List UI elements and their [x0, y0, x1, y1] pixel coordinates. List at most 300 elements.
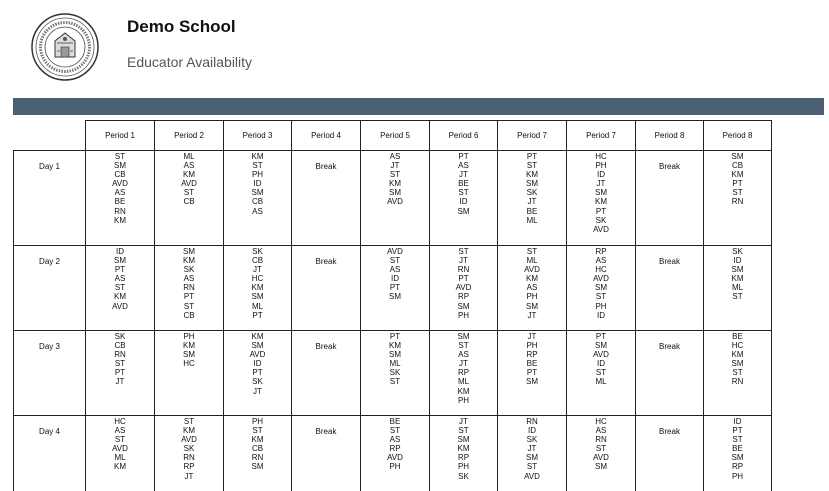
educator-code: KM	[224, 332, 291, 341]
educator-code: AVD	[498, 265, 566, 274]
school-seal-logo	[31, 13, 99, 81]
educator-code: PT	[430, 152, 497, 161]
availability-cell	[704, 151, 772, 246]
educator-code: AS	[361, 152, 429, 161]
educator-code: JT	[361, 161, 429, 170]
availability-cell	[224, 151, 292, 246]
educator-code: AS	[498, 283, 566, 292]
educator-code: ML	[361, 359, 429, 368]
availability-cell	[224, 416, 292, 491]
educator-code: BE	[704, 332, 771, 341]
educator-code: JT	[567, 179, 635, 188]
educator-code: KM	[155, 341, 223, 350]
educator-code: PT	[224, 311, 291, 320]
educator-code: ST	[567, 292, 635, 301]
educator-code: AVD	[567, 453, 635, 462]
educator-code: ID	[704, 417, 771, 426]
educator-code: KM	[361, 341, 429, 350]
educator-code: PT	[567, 332, 635, 341]
break-cell	[292, 246, 361, 331]
availability-cell	[155, 416, 224, 491]
educator-list	[430, 331, 497, 405]
educator-code: JT	[155, 472, 223, 481]
educator-list	[567, 246, 635, 320]
educator-code: RN	[86, 207, 154, 216]
educator-code: PH	[430, 311, 497, 320]
educator-code: PH	[498, 341, 566, 350]
educator-code: AS	[155, 161, 223, 170]
educator-code: SK	[498, 188, 566, 197]
educator-list	[86, 331, 154, 387]
educator-list	[361, 246, 429, 302]
educator-code: KM	[430, 444, 497, 453]
educator-list	[86, 246, 154, 311]
educator-code: HC	[86, 417, 154, 426]
educator-code: ST	[430, 341, 497, 350]
availability-cell	[498, 416, 567, 491]
educator-code: AS	[86, 426, 154, 435]
educator-list	[704, 331, 771, 387]
period-header: Period 7	[567, 121, 636, 151]
educator-code: KM	[498, 274, 566, 283]
educator-code: RP	[704, 462, 771, 471]
educator-code: PH	[224, 170, 291, 179]
educator-code: ID	[567, 359, 635, 368]
period-header: Period 8	[636, 121, 704, 151]
educator-code: RN	[155, 453, 223, 462]
educator-code: ML	[155, 152, 223, 161]
availability-cell	[361, 246, 430, 331]
educator-code: KM	[430, 387, 497, 396]
break-cell	[636, 151, 704, 246]
educator-code: SK	[430, 472, 497, 481]
day-row	[14, 246, 772, 331]
period-header: Period 1	[86, 121, 155, 151]
educator-code: RP	[361, 444, 429, 453]
educator-code: AS	[430, 350, 497, 359]
day-label: Day 1	[14, 151, 86, 246]
educator-code: SM	[567, 283, 635, 292]
educator-code: SM	[567, 341, 635, 350]
educator-code: SM	[430, 332, 497, 341]
educator-code: RP	[430, 292, 497, 301]
availability-cell	[567, 416, 636, 491]
educator-code: HC	[155, 359, 223, 368]
educator-code: HC	[567, 417, 635, 426]
header-divider-bar	[13, 98, 824, 115]
educator-code: ML	[430, 377, 497, 386]
educator-code: AVD	[86, 444, 154, 453]
educator-code: AS	[567, 256, 635, 265]
educator-code: ML	[498, 216, 566, 225]
availability-cell	[155, 151, 224, 246]
educator-code: SM	[86, 256, 154, 265]
educator-code: RN	[704, 197, 771, 206]
educator-code: KM	[224, 435, 291, 444]
educator-code: ST	[155, 417, 223, 426]
educator-code: PT	[704, 179, 771, 188]
educator-code: ID	[704, 256, 771, 265]
availability-cell	[86, 416, 155, 491]
educator-code: BE	[86, 197, 154, 206]
educator-code: KM	[498, 170, 566, 179]
day-row	[14, 331, 772, 416]
educator-list	[567, 416, 635, 472]
educator-code: ST	[361, 377, 429, 386]
educator-code: SK	[567, 216, 635, 225]
educator-code: PT	[567, 207, 635, 216]
educator-code: JT	[224, 265, 291, 274]
educator-list	[361, 151, 429, 207]
educator-code: AVD	[567, 350, 635, 359]
day-label: Day 2	[14, 246, 86, 331]
educator-code: SM	[361, 292, 429, 301]
educator-code: SK	[498, 435, 566, 444]
educator-code: ST	[498, 247, 566, 256]
educator-code: SM	[155, 350, 223, 359]
educator-code: CB	[224, 444, 291, 453]
educator-code: CB	[224, 256, 291, 265]
educator-code: PT	[430, 274, 497, 283]
educator-list	[498, 416, 566, 481]
period-header: Period 3	[224, 121, 292, 151]
availability-cell	[704, 416, 772, 491]
educator-code: SM	[86, 161, 154, 170]
educator-code: ML	[567, 377, 635, 386]
educator-code: HC	[567, 152, 635, 161]
educator-code: ST	[430, 426, 497, 435]
educator-code: AVD	[567, 274, 635, 283]
educator-list	[704, 416, 771, 481]
break-cell	[636, 246, 704, 331]
educator-code: PH	[567, 161, 635, 170]
educator-code: KM	[155, 256, 223, 265]
educator-code: BE	[498, 359, 566, 368]
break-cell	[636, 331, 704, 416]
day-label: Day 4	[14, 416, 86, 491]
educator-code: AVD	[361, 247, 429, 256]
educator-code: ST	[567, 444, 635, 453]
educator-code: BE	[704, 444, 771, 453]
educator-code: SM	[430, 302, 497, 311]
educator-code: ST	[224, 426, 291, 435]
educator-code: AS	[361, 265, 429, 274]
break-label: Break	[292, 416, 360, 436]
educator-code: JT	[498, 311, 566, 320]
educator-code: BE	[361, 417, 429, 426]
educator-list	[86, 151, 154, 225]
educator-list	[498, 331, 566, 387]
educator-code: HC	[224, 274, 291, 283]
educator-code: CB	[155, 311, 223, 320]
educator-list	[155, 331, 223, 368]
educator-code: SM	[224, 188, 291, 197]
educator-code: PT	[86, 265, 154, 274]
educator-code: JT	[430, 359, 497, 368]
availability-cell	[498, 151, 567, 246]
educator-code: ID	[567, 311, 635, 320]
educator-code: AVD	[567, 225, 635, 234]
educator-code: SM	[224, 292, 291, 301]
educator-code: PH	[361, 462, 429, 471]
availability-cell	[430, 151, 498, 246]
day-row	[14, 416, 772, 491]
educator-code: SK	[704, 247, 771, 256]
educator-code: ST	[86, 359, 154, 368]
educator-code: ST	[155, 302, 223, 311]
educator-code: SM	[224, 341, 291, 350]
educator-code: ST	[704, 368, 771, 377]
period-header: Period 8	[704, 121, 772, 151]
educator-code: PH	[567, 302, 635, 311]
educator-code: JT	[498, 332, 566, 341]
educator-list	[224, 246, 291, 320]
availability-cell	[567, 151, 636, 246]
page-subtitle: Educator Availability	[127, 54, 252, 70]
break-cell	[292, 331, 361, 416]
educator-code: KM	[155, 426, 223, 435]
educator-code: SM	[498, 179, 566, 188]
educator-code: RP	[430, 368, 497, 377]
educator-code: RP	[567, 247, 635, 256]
educator-list	[86, 416, 154, 472]
educator-code: CB	[704, 161, 771, 170]
school-name: Demo School	[127, 17, 236, 37]
educator-code: AVD	[498, 472, 566, 481]
educator-code: KM	[704, 350, 771, 359]
educator-code: RN	[498, 417, 566, 426]
educator-list	[155, 246, 223, 320]
educator-code: RN	[430, 265, 497, 274]
availability-cell	[567, 246, 636, 331]
educator-code: PT	[361, 332, 429, 341]
period-header: Period 5	[361, 121, 430, 151]
educator-code: AVD	[224, 350, 291, 359]
educator-code: PT	[498, 152, 566, 161]
educator-code: KM	[224, 283, 291, 292]
educator-code: RN	[567, 435, 635, 444]
availability-cell	[86, 151, 155, 246]
educator-code: KM	[155, 170, 223, 179]
availability-cell	[224, 331, 292, 416]
educator-code: KM	[361, 179, 429, 188]
educator-list	[430, 246, 497, 320]
educator-list	[224, 331, 291, 396]
educator-code: JT	[498, 444, 566, 453]
educator-code: SM	[155, 247, 223, 256]
educator-code: ID	[86, 247, 154, 256]
educator-code: CB	[86, 341, 154, 350]
educator-code: AVD	[86, 179, 154, 188]
educator-code: ST	[361, 170, 429, 179]
educator-code: SM	[361, 188, 429, 197]
educator-code: ML	[498, 256, 566, 265]
educator-code: JT	[430, 170, 497, 179]
educator-code: SK	[361, 368, 429, 377]
educator-code: ID	[430, 197, 497, 206]
period-header: Period 2	[155, 121, 224, 151]
day-label: Day 3	[14, 331, 86, 416]
educator-code: AS	[430, 161, 497, 170]
break-label: Break	[292, 151, 360, 171]
educator-code: ST	[86, 435, 154, 444]
educator-list	[155, 416, 223, 481]
educator-code: KM	[86, 462, 154, 471]
availability-cell	[155, 246, 224, 331]
availability-cell	[567, 331, 636, 416]
educator-code: ST	[704, 435, 771, 444]
educator-code: ST	[430, 247, 497, 256]
educator-code: BE	[498, 207, 566, 216]
educator-code: RN	[86, 350, 154, 359]
educator-code: ID	[498, 426, 566, 435]
educator-list	[498, 246, 566, 320]
educator-code: PT	[155, 292, 223, 301]
educator-code: PH	[224, 417, 291, 426]
break-cell	[636, 416, 704, 491]
period-header-row	[14, 121, 772, 151]
educator-code: RN	[704, 377, 771, 386]
period-header: Period 4	[292, 121, 361, 151]
educator-code: CB	[224, 197, 291, 206]
educator-code: ID	[567, 170, 635, 179]
educator-code: JT	[498, 197, 566, 206]
availability-cell	[224, 246, 292, 331]
educator-code: HC	[704, 341, 771, 350]
break-cell	[292, 151, 361, 246]
educator-code: AS	[567, 426, 635, 435]
educator-code: AVD	[155, 179, 223, 188]
availability-cell	[704, 246, 772, 331]
educator-list	[567, 151, 635, 234]
availability-cell	[155, 331, 224, 416]
educator-code: RP	[155, 462, 223, 471]
educator-code: ST	[86, 152, 154, 161]
educator-code: KM	[704, 170, 771, 179]
educator-code: SM	[430, 435, 497, 444]
educator-list	[704, 151, 771, 207]
educator-code: PH	[704, 472, 771, 481]
page-header	[0, 0, 829, 98]
educator-code: ST	[704, 292, 771, 301]
corner-cell	[14, 121, 86, 151]
break-label: Break	[636, 151, 703, 171]
educator-code: AVD	[86, 302, 154, 311]
educator-code: CB	[155, 197, 223, 206]
educator-list	[430, 416, 497, 481]
educator-list	[704, 246, 771, 302]
day-row	[14, 151, 772, 246]
educator-list	[430, 151, 497, 216]
availability-cell	[498, 246, 567, 331]
educator-code: ML	[86, 453, 154, 462]
break-label: Break	[292, 246, 360, 266]
educator-code: SM	[704, 453, 771, 462]
educator-code: ST	[430, 188, 497, 197]
educator-code: KM	[704, 274, 771, 283]
educator-code: CB	[86, 170, 154, 179]
period-header: Period 7	[498, 121, 567, 151]
educator-code: ST	[86, 283, 154, 292]
educator-code: AVD	[361, 453, 429, 462]
availability-cell	[430, 246, 498, 331]
educator-code: ST	[498, 462, 566, 471]
educator-code: SK	[155, 444, 223, 453]
educator-code: SK	[224, 247, 291, 256]
educator-code: ID	[224, 359, 291, 368]
educator-code: AVD	[361, 197, 429, 206]
educator-code: ST	[704, 188, 771, 197]
educator-code: PT	[361, 283, 429, 292]
educator-code: KM	[224, 152, 291, 161]
break-label: Break	[636, 416, 703, 436]
educator-code: ST	[498, 161, 566, 170]
educator-code: AS	[86, 188, 154, 197]
educator-code: KM	[86, 292, 154, 301]
availability-cell	[86, 246, 155, 331]
educator-code: JT	[430, 417, 497, 426]
educator-code: SM	[567, 188, 635, 197]
educator-code: BE	[430, 179, 497, 188]
educator-code: JT	[430, 256, 497, 265]
break-label: Break	[292, 331, 360, 351]
educator-code: ML	[224, 302, 291, 311]
availability-cell	[86, 331, 155, 416]
educator-code: PH	[155, 332, 223, 341]
educator-code: SM	[704, 359, 771, 368]
availability-cell	[498, 331, 567, 416]
availability-cell	[361, 416, 430, 491]
educator-code: ST	[567, 368, 635, 377]
educator-code: KM	[567, 197, 635, 206]
educator-code: AS	[224, 207, 291, 216]
educator-code: SM	[361, 350, 429, 359]
educator-code: AVD	[155, 435, 223, 444]
educator-code: ST	[361, 256, 429, 265]
educator-code: PH	[430, 396, 497, 405]
break-label: Break	[636, 331, 703, 351]
educator-code: SM	[430, 207, 497, 216]
educator-code: RN	[155, 283, 223, 292]
educator-list	[155, 151, 223, 207]
educator-code: SM	[498, 377, 566, 386]
educator-code: AS	[361, 435, 429, 444]
educator-code: PH	[498, 292, 566, 301]
educator-code: AS	[155, 274, 223, 283]
educator-list	[224, 416, 291, 472]
educator-list	[361, 331, 429, 387]
educator-code: ID	[224, 179, 291, 188]
educator-code: ML	[704, 283, 771, 292]
educator-code: HC	[567, 265, 635, 274]
educator-code: SM	[498, 302, 566, 311]
educator-list	[498, 151, 566, 225]
educator-code: RP	[498, 350, 566, 359]
availability-table	[13, 120, 772, 491]
educator-code: RP	[430, 453, 497, 462]
educator-list	[567, 331, 635, 387]
break-cell	[292, 416, 361, 491]
educator-code: PT	[704, 426, 771, 435]
educator-code: JT	[86, 377, 154, 386]
educator-code: SK	[86, 332, 154, 341]
educator-code: SM	[567, 462, 635, 471]
availability-cell	[361, 331, 430, 416]
educator-code: SM	[704, 265, 771, 274]
educator-list	[361, 416, 429, 472]
break-label: Break	[636, 246, 703, 266]
educator-code: KM	[86, 216, 154, 225]
